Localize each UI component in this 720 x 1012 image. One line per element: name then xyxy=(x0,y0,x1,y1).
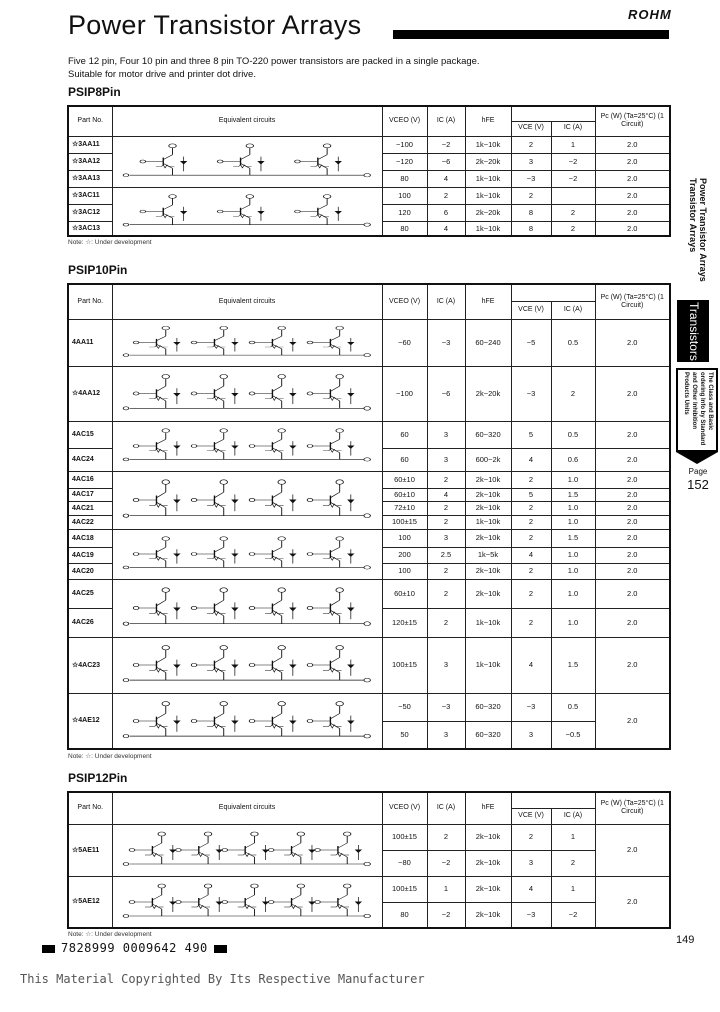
part-number: ☆4AA12 xyxy=(68,366,112,421)
part-number: ☆3AA11 xyxy=(68,136,112,153)
page-title: Power Transistor Arrays xyxy=(68,10,362,40)
cell-ic: 2 xyxy=(427,187,465,204)
equivalent-circuit-diagram xyxy=(113,422,382,470)
table-row xyxy=(68,637,670,693)
cell-ic: 3 xyxy=(427,637,465,693)
cell-vceo: 100 xyxy=(382,563,427,579)
cell-vce: 2 xyxy=(511,579,551,608)
note-psip10: Note: ☆: Under development xyxy=(68,753,152,760)
col-header-conditions-group xyxy=(511,284,595,302)
part-number: 4AC26 xyxy=(68,608,112,637)
cell-hfe: 60~240 xyxy=(465,319,511,366)
cell-vceo: 60±10 xyxy=(382,579,427,608)
cell-ic: −3 xyxy=(427,693,465,721)
cell-ic: 2 xyxy=(427,563,465,579)
cell-hfe: 1k~10k xyxy=(465,608,511,637)
cell-vce: 2 xyxy=(511,515,551,529)
part-number: 4AC21 xyxy=(68,501,112,515)
cell-hfe: 600~2k xyxy=(465,448,511,471)
cell-pc: 2.0 xyxy=(595,876,670,928)
equivalent-circuit-diagram xyxy=(113,638,382,692)
cell-vce: −3 xyxy=(511,366,551,421)
part-number: 4AC22 xyxy=(68,515,112,529)
col-header-vce: VCE (V) xyxy=(511,808,551,824)
equivalent-circuit-diagram xyxy=(113,367,382,420)
col-header-pc: Pc (W) (Ta=25°C) (1 Circuit) xyxy=(595,106,670,136)
side-tab-transistors: Transistors xyxy=(677,300,709,362)
cell-vceo: 80 xyxy=(382,902,427,928)
cell-pc: 2.0 xyxy=(595,547,670,563)
cell-ic-cond: −2 xyxy=(551,153,595,170)
barcode-text: 7828999 0009642 490 xyxy=(61,941,208,955)
col-header-pc: Pc (W) (Ta=25°C) (1 Circuit) xyxy=(595,284,670,319)
part-number: ☆3AC13 xyxy=(68,221,112,236)
cell-vceo: 100 xyxy=(382,187,427,204)
psip12-table xyxy=(67,791,671,929)
cell-ic: 2 xyxy=(427,501,465,515)
col-header-part-no: Part No. xyxy=(68,284,112,319)
cell-ic-cond: 1 xyxy=(551,876,595,902)
table-row xyxy=(68,136,670,153)
cell-ic: −2 xyxy=(427,902,465,928)
cell-vceo: 120±15 xyxy=(382,608,427,637)
cell-ic: −2 xyxy=(427,136,465,153)
copyright-notice: This Material Copyrighted By Its Respective Manufacturer xyxy=(20,972,425,986)
cell-hfe: 2k~10k xyxy=(465,850,511,876)
cell-vceo: −120 xyxy=(382,153,427,170)
cell-ic-cond xyxy=(551,187,595,204)
cell-pc: 2.0 xyxy=(595,204,670,221)
cell-ic: −3 xyxy=(427,319,465,366)
cell-hfe: 1k~10k xyxy=(465,221,511,236)
cell-ic-cond: 1.0 xyxy=(551,515,595,529)
cell-hfe: 2k~20k xyxy=(465,366,511,421)
cell-ic: 2 xyxy=(427,824,465,850)
part-number: 4AC15 xyxy=(68,421,112,448)
part-number: ☆4AE12 xyxy=(68,693,112,749)
cell-vce: 2 xyxy=(511,563,551,579)
cell-vceo: 100±15 xyxy=(382,876,427,902)
part-number: 4AA11 xyxy=(68,319,112,366)
col-header-ic-condition: IC (A) xyxy=(551,302,595,320)
part-number: 4AC16 xyxy=(68,471,112,488)
equivalent-circuit xyxy=(112,529,382,579)
cell-vce: 4 xyxy=(511,448,551,471)
cell-ic: 3 xyxy=(427,721,465,749)
cell-vceo: 72±10 xyxy=(382,501,427,515)
barcode-block-icon xyxy=(42,945,55,953)
equivalent-circuit-diagram xyxy=(113,188,382,235)
cell-ic-cond: 1.0 xyxy=(551,501,595,515)
cell-ic: 1 xyxy=(427,876,465,902)
cell-hfe: 60~320 xyxy=(465,721,511,749)
cell-hfe: 1k~10k xyxy=(465,170,511,187)
psip10-table xyxy=(67,283,671,750)
cell-pc: 2.0 xyxy=(595,366,670,421)
cell-hfe: 2k~10k xyxy=(465,563,511,579)
cell-pc: 2.0 xyxy=(595,136,670,153)
cell-vceo: 100 xyxy=(382,529,427,547)
cell-vceo: 80 xyxy=(382,170,427,187)
table-row xyxy=(68,319,670,366)
part-number: ☆3AC11 xyxy=(68,187,112,204)
cell-pc: 2.0 xyxy=(595,187,670,204)
cell-pc: 2.0 xyxy=(595,421,670,448)
note-psip8: Note: ☆: Under development xyxy=(68,239,152,246)
cell-vce: 4 xyxy=(511,876,551,902)
cell-ic: 4 xyxy=(427,170,465,187)
cell-vce: 2 xyxy=(511,824,551,850)
cell-vce: 3 xyxy=(511,153,551,170)
part-number: 4AC24 xyxy=(68,448,112,471)
cell-ic-cond: −0.5 xyxy=(551,721,595,749)
note-psip12: Note: ☆: Under development xyxy=(68,931,152,938)
cell-ic-cond: 0.5 xyxy=(551,421,595,448)
cell-vceo: 200 xyxy=(382,547,427,563)
section-title-psip8: PSIP8Pin xyxy=(68,85,121,99)
cell-ic: −6 xyxy=(427,366,465,421)
equivalent-circuit xyxy=(112,471,382,529)
cell-ic-cond: 1 xyxy=(551,136,595,153)
cell-ic: 4 xyxy=(427,221,465,236)
cell-ic: 6 xyxy=(427,204,465,221)
cell-vceo: 60 xyxy=(382,421,427,448)
cell-hfe: 1k~10k xyxy=(465,515,511,529)
cell-vceo: 60 xyxy=(382,448,427,471)
cell-hfe: 2k~10k xyxy=(465,471,511,488)
cell-vceo: −100 xyxy=(382,366,427,421)
cell-pc: 2.0 xyxy=(595,515,670,529)
side-info-box: The Class and Basic ordering Info by Standard and Other Inhibition Products Units xyxy=(676,368,718,452)
equivalent-circuit xyxy=(112,319,382,366)
equivalent-circuit xyxy=(112,421,382,471)
cell-hfe: 2k~10k xyxy=(465,529,511,547)
rohm-logo: ROHM xyxy=(628,7,672,22)
col-header-equivalent-circuits: Equivalent circuits xyxy=(112,284,382,319)
part-number: ☆3AC12 xyxy=(68,204,112,221)
page-number: 149 xyxy=(676,934,695,946)
cell-pc: 2.0 xyxy=(595,637,670,693)
cell-ic: 2 xyxy=(427,515,465,529)
side-subcategory-label: Transistor Arrays xyxy=(688,178,698,253)
cell-vceo: 100±15 xyxy=(382,824,427,850)
psip8-table xyxy=(67,105,671,237)
cell-vce: 5 xyxy=(511,488,551,501)
cell-hfe: 2k~10k xyxy=(465,824,511,850)
side-category xyxy=(688,178,708,282)
equivalent-circuit xyxy=(112,693,382,749)
cell-pc: 2.0 xyxy=(595,471,670,488)
cell-hfe: 2k~10k xyxy=(465,876,511,902)
page-ref-number: 152 xyxy=(687,477,709,492)
col-header-equivalent-circuits: Equivalent circuits xyxy=(112,106,382,136)
col-header-conditions-group xyxy=(511,106,595,121)
cell-vce: 4 xyxy=(511,637,551,693)
cell-ic-cond: 1.0 xyxy=(551,608,595,637)
cell-pc: 2.0 xyxy=(595,170,670,187)
cell-vce: −5 xyxy=(511,319,551,366)
cell-ic-cond: −2 xyxy=(551,170,595,187)
cell-hfe: 60~320 xyxy=(465,693,511,721)
table-row xyxy=(68,471,670,488)
cell-pc: 2.0 xyxy=(595,693,670,749)
equivalent-circuit xyxy=(112,579,382,637)
equivalent-circuit-diagram xyxy=(113,877,382,927)
cell-pc: 2.0 xyxy=(595,319,670,366)
table-row xyxy=(68,187,670,204)
col-header-hfe: hFE xyxy=(465,106,511,136)
cell-ic-cond: 2 xyxy=(551,366,595,421)
cell-ic: 2 xyxy=(427,608,465,637)
cell-ic-cond: 1.5 xyxy=(551,637,595,693)
cell-vceo: 60±10 xyxy=(382,471,427,488)
cell-vce: 8 xyxy=(511,204,551,221)
cell-vceo: −60 xyxy=(382,319,427,366)
cell-hfe: 2k~10k xyxy=(465,579,511,608)
cell-vce: 8 xyxy=(511,221,551,236)
cell-vce: 2 xyxy=(511,529,551,547)
cell-hfe: 60~320 xyxy=(465,421,511,448)
col-header-ic: IC (A) xyxy=(427,284,465,319)
cell-ic-cond: 2 xyxy=(551,204,595,221)
col-header-part-no: Part No. xyxy=(68,106,112,136)
cell-hfe: 2k~20k xyxy=(465,204,511,221)
cell-vce: 4 xyxy=(511,547,551,563)
table-row xyxy=(68,366,670,421)
cell-hfe: 2k~10k xyxy=(465,501,511,515)
part-number: 4AC20 xyxy=(68,563,112,579)
part-number: 4AC25 xyxy=(68,579,112,608)
cell-pc: 2.0 xyxy=(595,221,670,236)
cell-pc: 2.0 xyxy=(595,579,670,608)
cell-hfe: 2k~20k xyxy=(465,153,511,170)
cell-vceo: 100±15 xyxy=(382,637,427,693)
col-header-ic-condition: IC (A) xyxy=(551,121,595,136)
col-header-vceo: VCEO (V) xyxy=(382,106,427,136)
col-header-ic-condition: IC (A) xyxy=(551,808,595,824)
cell-ic: 3 xyxy=(427,529,465,547)
cell-hfe: 2k~10k xyxy=(465,902,511,928)
cell-vceo: 60±10 xyxy=(382,488,427,501)
table-row xyxy=(68,693,670,721)
part-number: ☆4AC23 xyxy=(68,637,112,693)
cell-pc: 2.0 xyxy=(595,153,670,170)
description-line-1: Five 12 pin, Four 10 pin and three 8 pin TO-220 power transistors are packed in a single package. xyxy=(68,56,480,67)
cell-vce: 2 xyxy=(511,136,551,153)
part-number: 4AC18 xyxy=(68,529,112,547)
cell-pc: 2.0 xyxy=(595,563,670,579)
equivalent-circuit-diagram xyxy=(113,472,382,528)
section-title-psip12: PSIP12Pin xyxy=(68,771,128,785)
cell-hfe: 1k~10k xyxy=(465,637,511,693)
cell-vceo: 100±15 xyxy=(382,515,427,529)
page-ref-label: Page xyxy=(688,467,708,476)
cell-hfe: 1k~10k xyxy=(465,187,511,204)
equivalent-circuit-diagram xyxy=(113,530,382,578)
cell-pc: 2.0 xyxy=(595,501,670,515)
cell-hfe: 1k~5k xyxy=(465,547,511,563)
col-header-vceo: VCEO (V) xyxy=(382,792,427,824)
cell-ic: 3 xyxy=(427,421,465,448)
table-row xyxy=(68,579,670,608)
equivalent-circuit-diagram xyxy=(113,694,382,748)
side-category-label: Power Transistor Arrays xyxy=(698,178,708,282)
equivalent-circuit xyxy=(112,637,382,693)
cell-vce: 3 xyxy=(511,721,551,749)
part-number: 4AC19 xyxy=(68,547,112,563)
description-line-2: Suitable for motor drive and printer dot drive. xyxy=(68,69,256,80)
cell-ic: 2.5 xyxy=(427,547,465,563)
cell-vceo: 80 xyxy=(382,221,427,236)
barcode-line xyxy=(36,941,233,955)
part-number: ☆5AE11 xyxy=(68,824,112,876)
col-header-conditions-group xyxy=(511,792,595,808)
equivalent-circuit xyxy=(112,187,382,236)
cell-ic: 4 xyxy=(427,488,465,501)
cell-ic: −2 xyxy=(427,850,465,876)
cell-ic-cond: 0.5 xyxy=(551,319,595,366)
col-header-vce: VCE (V) xyxy=(511,302,551,320)
equivalent-circuit-diagram xyxy=(113,825,382,875)
cell-ic-cond: 1.5 xyxy=(551,488,595,501)
cell-vce: −3 xyxy=(511,693,551,721)
cell-vce: −3 xyxy=(511,170,551,187)
cell-hfe: 2k~10k xyxy=(465,488,511,501)
col-header-equivalent-circuits: Equivalent circuits xyxy=(112,792,382,824)
cell-pc: 2.0 xyxy=(595,608,670,637)
cell-ic-cond: 1.0 xyxy=(551,563,595,579)
cell-ic: 2 xyxy=(427,471,465,488)
equivalent-circuit xyxy=(112,824,382,876)
cell-ic-cond: 1.0 xyxy=(551,579,595,608)
cell-hfe: 1k~10k xyxy=(465,136,511,153)
cell-ic-cond: 2 xyxy=(551,850,595,876)
cell-pc: 2.0 xyxy=(595,448,670,471)
down-arrow-icon xyxy=(676,452,718,464)
equivalent-circuit xyxy=(112,136,382,187)
cell-vce: 2 xyxy=(511,187,551,204)
equivalent-circuit-diagram xyxy=(113,580,382,636)
cell-pc: 2.0 xyxy=(595,488,670,501)
equivalent-circuit-diagram xyxy=(113,137,382,186)
cell-ic: 3 xyxy=(427,448,465,471)
cell-vceo: 50 xyxy=(382,721,427,749)
table-row xyxy=(68,824,670,850)
cell-ic: −6 xyxy=(427,153,465,170)
col-header-pc: Pc (W) (Ta=25°C) (1 Circuit) xyxy=(595,792,670,824)
title-rule xyxy=(393,30,669,39)
part-number: ☆3AA13 xyxy=(68,170,112,187)
col-header-part-no: Part No. xyxy=(68,792,112,824)
cell-vce: −3 xyxy=(511,902,551,928)
part-number: ☆5AE12 xyxy=(68,876,112,928)
cell-pc: 2.0 xyxy=(595,529,670,547)
col-header-ic: IC (A) xyxy=(427,792,465,824)
cell-ic-cond: 0.6 xyxy=(551,448,595,471)
cell-pc: 2.0 xyxy=(595,824,670,876)
part-number: ☆3AA12 xyxy=(68,153,112,170)
cell-vce: 2 xyxy=(511,501,551,515)
equivalent-circuit-diagram xyxy=(113,320,382,365)
col-header-hfe: hFE xyxy=(465,792,511,824)
cell-ic-cond: 1.0 xyxy=(551,471,595,488)
cell-vceo: −100 xyxy=(382,136,427,153)
cell-vceo: 120 xyxy=(382,204,427,221)
col-header-ic: IC (A) xyxy=(427,106,465,136)
cell-vceo: −80 xyxy=(382,850,427,876)
part-number: 4AC17 xyxy=(68,488,112,501)
table-row xyxy=(68,529,670,547)
table-row xyxy=(68,421,670,448)
cell-ic-cond: −2 xyxy=(551,902,595,928)
equivalent-circuit xyxy=(112,366,382,421)
cell-ic-cond: 1 xyxy=(551,824,595,850)
cell-vce: 2 xyxy=(511,471,551,488)
cell-vce: 3 xyxy=(511,850,551,876)
cell-vce: 5 xyxy=(511,421,551,448)
col-header-vceo: VCEO (V) xyxy=(382,284,427,319)
col-header-hfe: hFE xyxy=(465,284,511,319)
cell-ic-cond: 2 xyxy=(551,221,595,236)
cell-vceo: −50 xyxy=(382,693,427,721)
cell-ic-cond: 1.5 xyxy=(551,529,595,547)
cell-ic-cond: 1.0 xyxy=(551,547,595,563)
barcode-block-icon xyxy=(214,945,227,953)
cell-vce: 2 xyxy=(511,608,551,637)
equivalent-circuit xyxy=(112,876,382,928)
table-row xyxy=(68,876,670,902)
section-title-psip10: PSIP10Pin xyxy=(68,263,128,277)
cell-ic-cond: 0.5 xyxy=(551,693,595,721)
cell-ic: 2 xyxy=(427,579,465,608)
col-header-vce: VCE (V) xyxy=(511,121,551,136)
